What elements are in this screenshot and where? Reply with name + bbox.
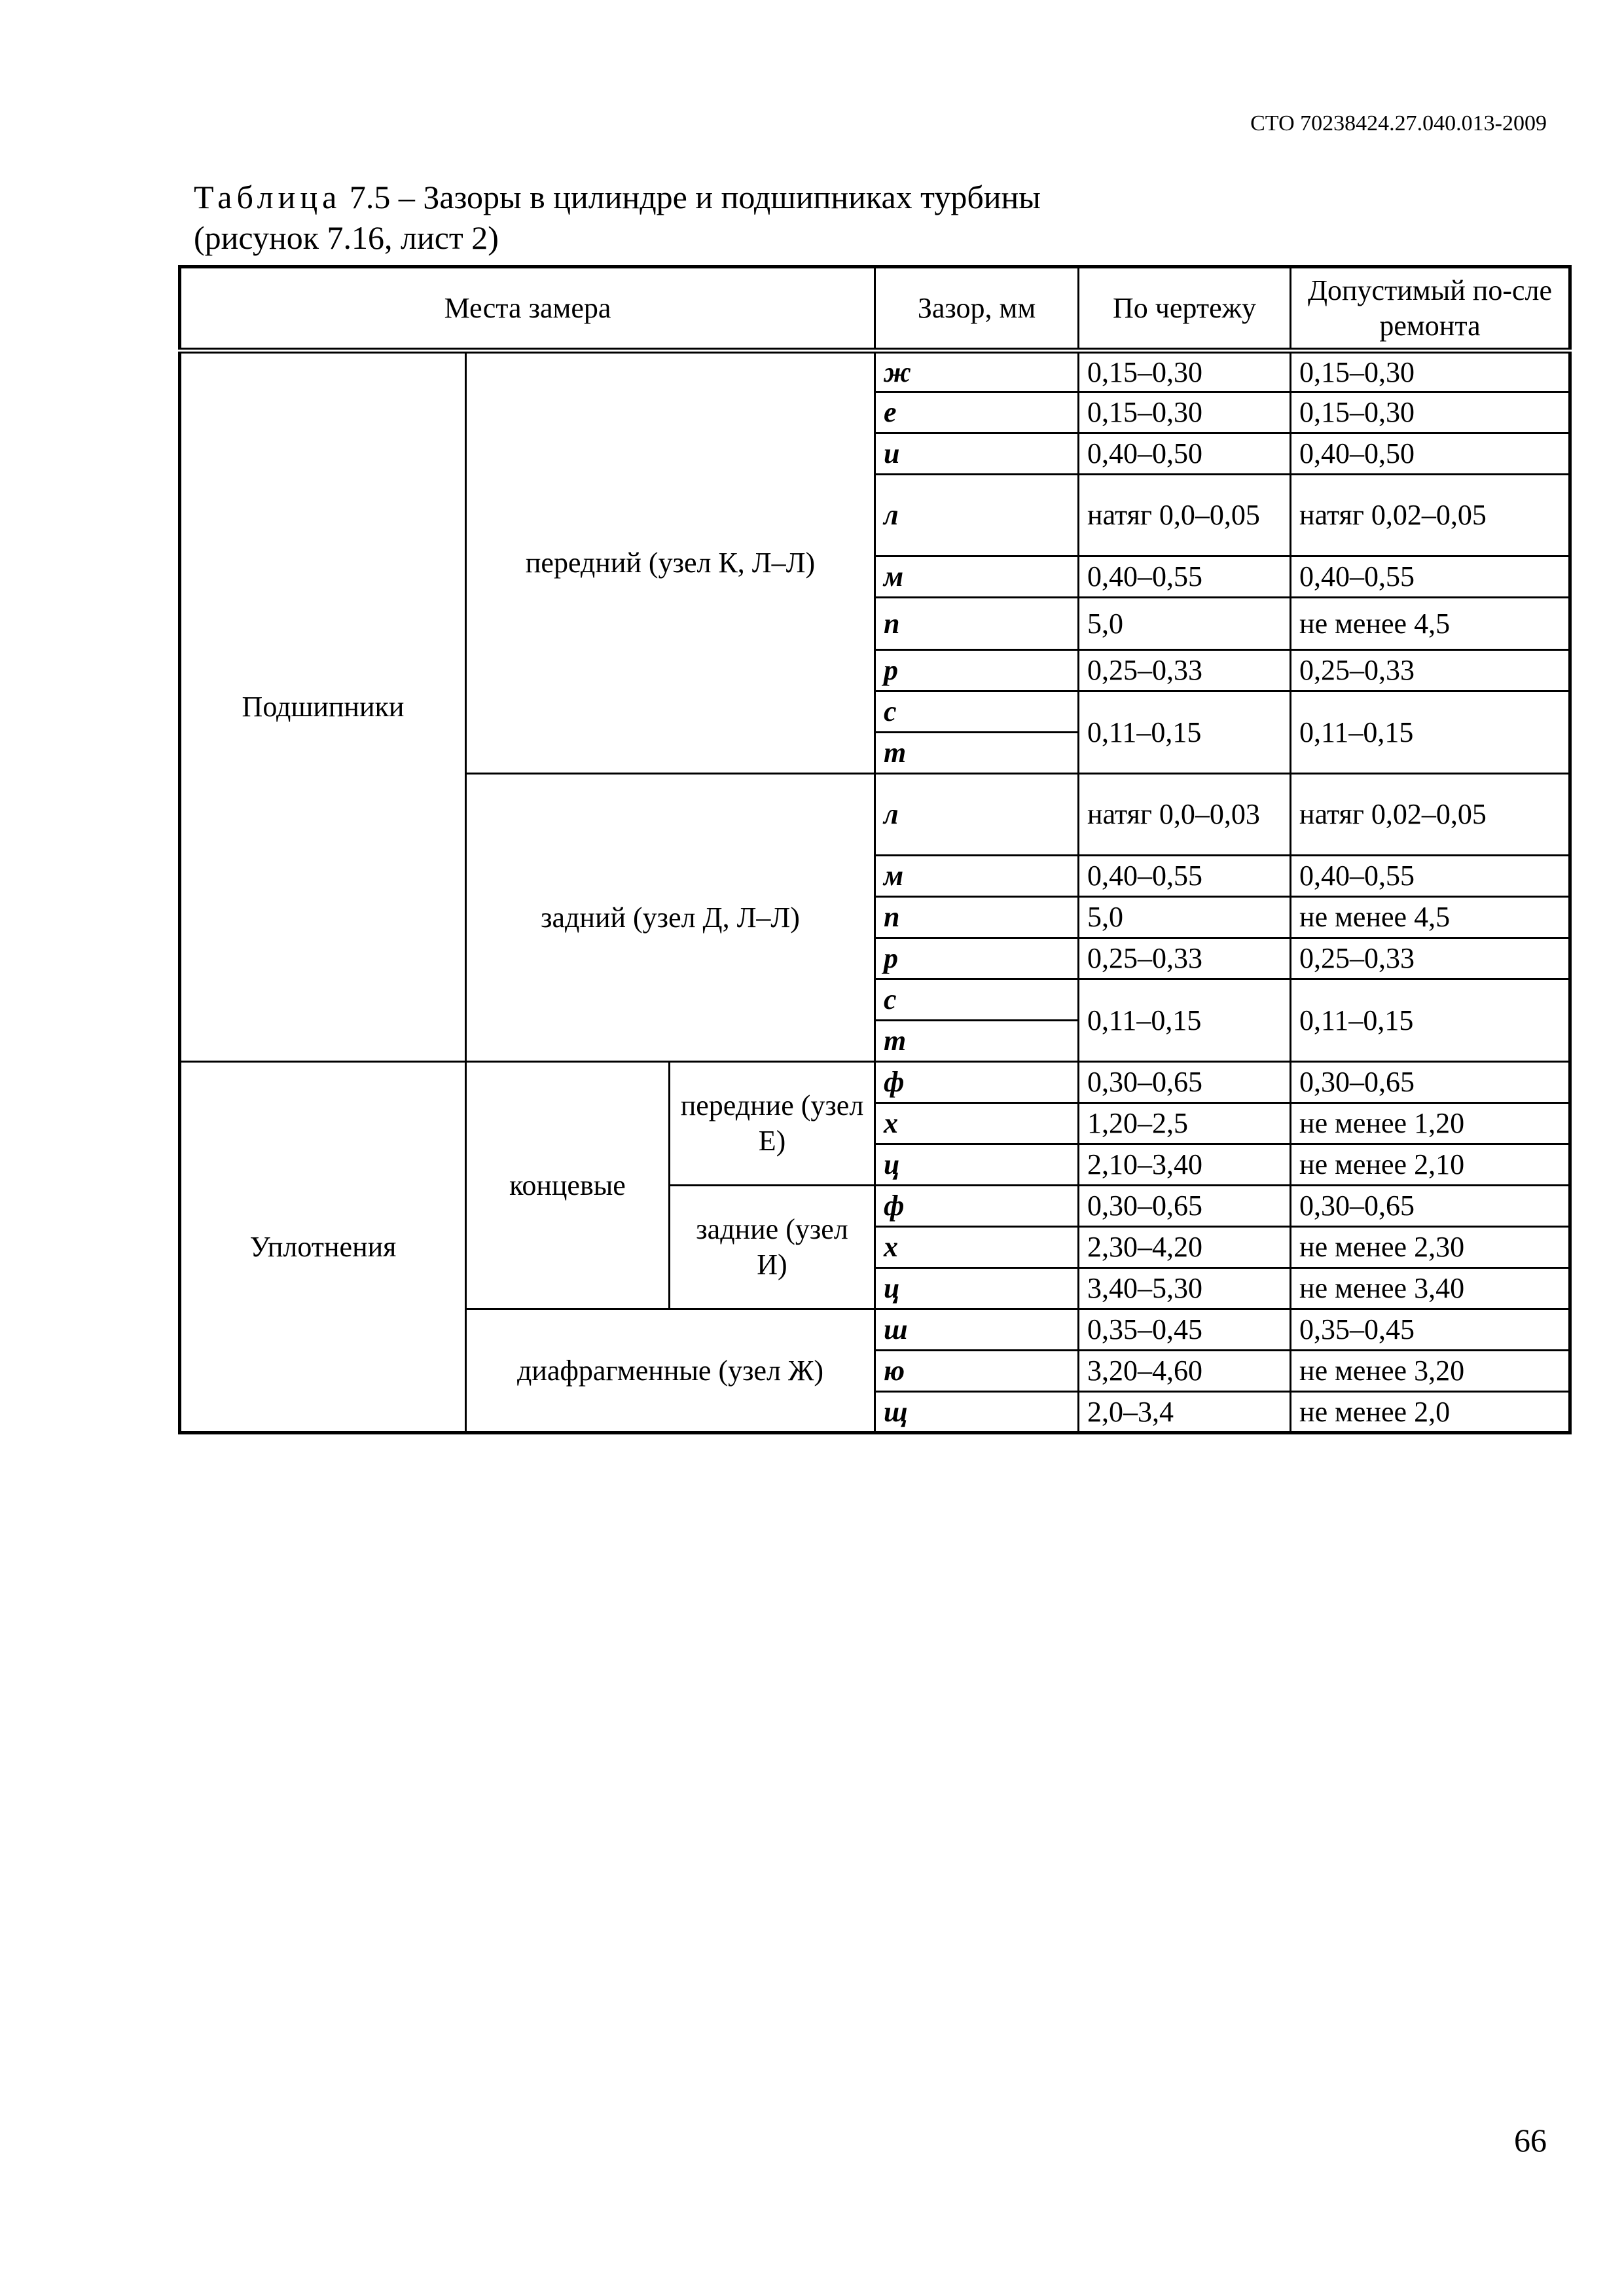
gap-symbol: м: [875, 856, 1079, 897]
gap-symbol: с: [875, 979, 1079, 1021]
gap-symbol: т: [875, 1021, 1079, 1062]
allowed-value: не менее 1,20: [1291, 1103, 1570, 1144]
drawing-value: натяг 0,0–0,03: [1079, 774, 1291, 856]
group-bearings: Подшипники: [180, 351, 466, 1062]
allowed-value: натяг 0,02–0,05: [1291, 475, 1570, 556]
group-seals: Уплотнения: [180, 1062, 466, 1433]
gap-symbol: ж: [875, 351, 1079, 392]
allowed-value: 0,11–0,15: [1291, 979, 1570, 1062]
allowed-value: не менее 4,5: [1291, 598, 1570, 650]
gap-symbol: ф: [875, 1062, 1079, 1103]
drawing-value: 0,40–0,55: [1079, 856, 1291, 897]
allowed-value: 0,30–0,65: [1291, 1186, 1570, 1227]
drawing-value: 0,35–0,45: [1079, 1309, 1291, 1351]
table-row: [180, 1062, 1570, 1103]
drawing-value: 0,40–0,55: [1079, 556, 1291, 598]
allowed-value: 0,30–0,65: [1291, 1062, 1570, 1103]
group-front-bearing: передний (узел К, Л–Л): [466, 351, 875, 774]
drawing-value: 0,40–0,50: [1079, 433, 1291, 475]
drawing-value: 0,25–0,33: [1079, 650, 1291, 691]
drawing-value: 5,0: [1079, 897, 1291, 938]
caption-text: 7.5 – Зазоры в цилиндре и подшипниках турбины: [341, 179, 1041, 215]
gap-symbol: ш: [875, 1309, 1079, 1351]
group-diaphragm-seals: диафрагменные (узел Ж): [466, 1309, 875, 1433]
drawing-value: 2,10–3,40: [1079, 1144, 1291, 1186]
allowed-value: натяг 0,02–0,05: [1291, 774, 1570, 856]
drawing-value: 3,40–5,30: [1079, 1268, 1291, 1309]
page-number: 66: [1514, 2122, 1547, 2159]
drawing-value: 0,15–0,30: [1079, 392, 1291, 433]
allowed-value: 0,15–0,30: [1291, 351, 1570, 392]
drawing-value: 0,15–0,30: [1079, 351, 1291, 392]
group-front-seals: передние (узел Е): [670, 1062, 875, 1186]
allowed-value: 0,11–0,15: [1291, 691, 1570, 774]
gap-symbol: р: [875, 938, 1079, 979]
allowed-value: 0,25–0,33: [1291, 650, 1570, 691]
table-caption: [194, 177, 1041, 258]
drawing-value: 0,11–0,15: [1079, 979, 1291, 1062]
col-header-place: Места замера: [180, 267, 875, 351]
gap-symbol: л: [875, 475, 1079, 556]
gap-symbol: т: [875, 733, 1079, 774]
allowed-value: не менее 4,5: [1291, 897, 1570, 938]
allowed-value: 0,35–0,45: [1291, 1309, 1570, 1351]
gap-symbol: р: [875, 650, 1079, 691]
gap-symbol: х: [875, 1103, 1079, 1144]
col-header-gap: Зазор, мм: [875, 267, 1079, 351]
drawing-value: 2,0–3,4: [1079, 1392, 1291, 1433]
drawing-value: 0,30–0,65: [1079, 1062, 1291, 1103]
group-end-seals: концевые: [466, 1062, 670, 1309]
allowed-value: 0,40–0,55: [1291, 556, 1570, 598]
table-header-row: [180, 267, 1570, 351]
allowed-value: не менее 2,10: [1291, 1144, 1570, 1186]
gap-symbol: л: [875, 774, 1079, 856]
drawing-value: 1,20–2,5: [1079, 1103, 1291, 1144]
gap-symbol: ц: [875, 1268, 1079, 1309]
col-header-drawing: По чертежу: [1079, 267, 1291, 351]
gap-symbol: м: [875, 556, 1079, 598]
gap-symbol: п: [875, 897, 1079, 938]
allowed-value: не менее 3,20: [1291, 1351, 1570, 1392]
caption-line-2: (рисунок 7.16, лист 2): [194, 219, 499, 256]
document-code: СТО 70238424.27.040.013-2009: [1250, 111, 1547, 136]
gap-symbol: щ: [875, 1392, 1079, 1433]
gap-symbol: ц: [875, 1144, 1079, 1186]
drawing-value: натяг 0,0–0,05: [1079, 475, 1291, 556]
drawing-value: 0,11–0,15: [1079, 691, 1291, 774]
gap-symbol: с: [875, 691, 1079, 733]
group-rear-seals: задние (узел И): [670, 1186, 875, 1309]
gap-symbol: и: [875, 433, 1079, 475]
col-header-allowed: Допустимый по-сле ремонта: [1291, 267, 1570, 351]
drawing-value: 0,25–0,33: [1079, 938, 1291, 979]
drawing-value: 2,30–4,20: [1079, 1227, 1291, 1268]
allowed-value: 0,40–0,55: [1291, 856, 1570, 897]
caption-label: Таблица: [194, 179, 342, 215]
table-row: [180, 351, 1570, 392]
allowed-value: не менее 3,40: [1291, 1268, 1570, 1309]
group-rear-bearing: задний (узел Д, Л–Л): [466, 774, 875, 1062]
gap-symbol: ф: [875, 1186, 1079, 1227]
allowed-value: 0,25–0,33: [1291, 938, 1570, 979]
gaps-table: [178, 265, 1572, 1434]
gap-symbol: п: [875, 598, 1079, 650]
allowed-value: не менее 2,0: [1291, 1392, 1570, 1433]
drawing-value: 5,0: [1079, 598, 1291, 650]
drawing-value: 0,30–0,65: [1079, 1186, 1291, 1227]
allowed-value: 0,15–0,30: [1291, 392, 1570, 433]
gap-symbol: ю: [875, 1351, 1079, 1392]
allowed-value: не менее 2,30: [1291, 1227, 1570, 1268]
caption-line-1: [194, 177, 1041, 217]
drawing-value: 3,20–4,60: [1079, 1351, 1291, 1392]
gap-symbol: е: [875, 392, 1079, 433]
allowed-value: 0,40–0,50: [1291, 433, 1570, 475]
gap-symbol: х: [875, 1227, 1079, 1268]
